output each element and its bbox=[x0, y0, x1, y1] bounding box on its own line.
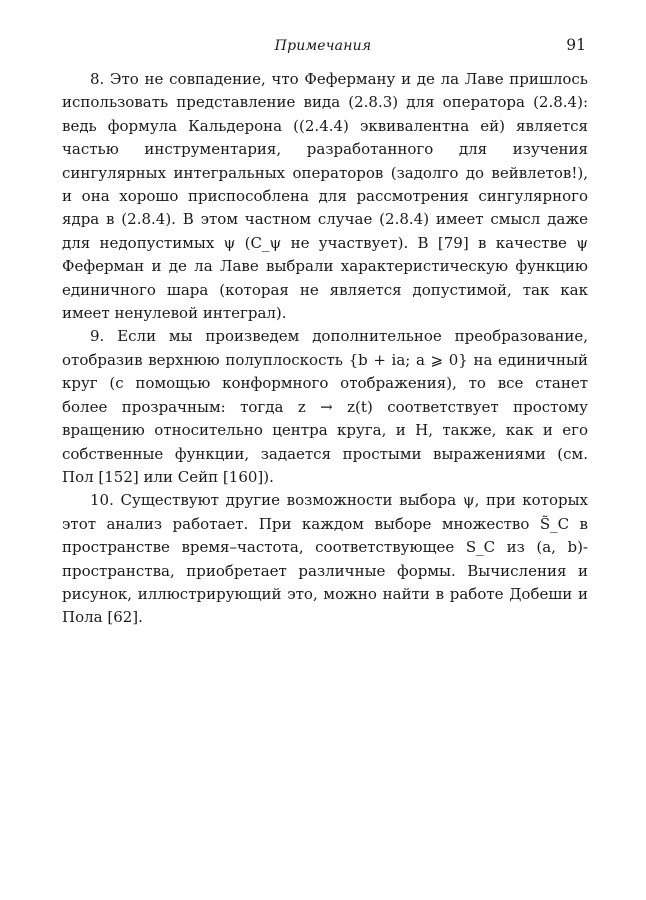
note-10 bbox=[62, 489, 588, 629]
running-header bbox=[0, 38, 646, 60]
page-number: 91 bbox=[566, 36, 586, 54]
note-text: Это не совпадение, что Феферману и де ла Лаве пришлось использовать представление вида (2.8.3) для оператора (2.8.4): ведь формула Кальдерона ((2.4.4) эквивалентна ей) является частью инструментария, разработанного для изучения сингулярных интегральных операторов (задолго до вейвлетов!), и она хорошо приспособлена для рассмотрения сингулярного ядра в (2.8.4). В этом частном случае (2.8.4) имеет смысл даже для недопустимых ψ (C_ψ не участвует). В [79] в качестве ψ Феферман и де ла Лаве выбрали характеристическую функцию единичного шара (которая не является допустимой, так как имеет ненулевой интеграл). bbox=[62, 70, 588, 323]
note-number: 9. bbox=[90, 327, 105, 346]
note-number: 8. bbox=[90, 70, 105, 88]
running-title: Примечания bbox=[274, 38, 372, 54]
note-text: Если мы произведем дополнительное преобразование, отобразив верхнюю полуплоскость {b + ia; a ⩾ 0} на единичный круг (с помощью конформного отображения), то все станет более прозрачным: тогда z → z(t) соответствует простому вращению относительно центра круга, и H, также, как и его собственные функции, задается простыми выражениями (см. Пол [152] или Сейп [160]). bbox=[62, 327, 588, 486]
note-text: Существуют другие возможности выбора ψ, при которых этот анализ работает. При каждом выборе множество S̃_C в пространстве время–частота, соответствующее S_C из (a, b)-пространства, приобретает различные формы. Вычисления и рисунок, иллюстрирующий это, можно найти в работе Добеши и Пола [62]. bbox=[62, 491, 588, 627]
note-8 bbox=[62, 68, 588, 325]
notes-body bbox=[62, 68, 588, 630]
note-number: 10. bbox=[90, 491, 114, 510]
note-9 bbox=[62, 325, 588, 489]
